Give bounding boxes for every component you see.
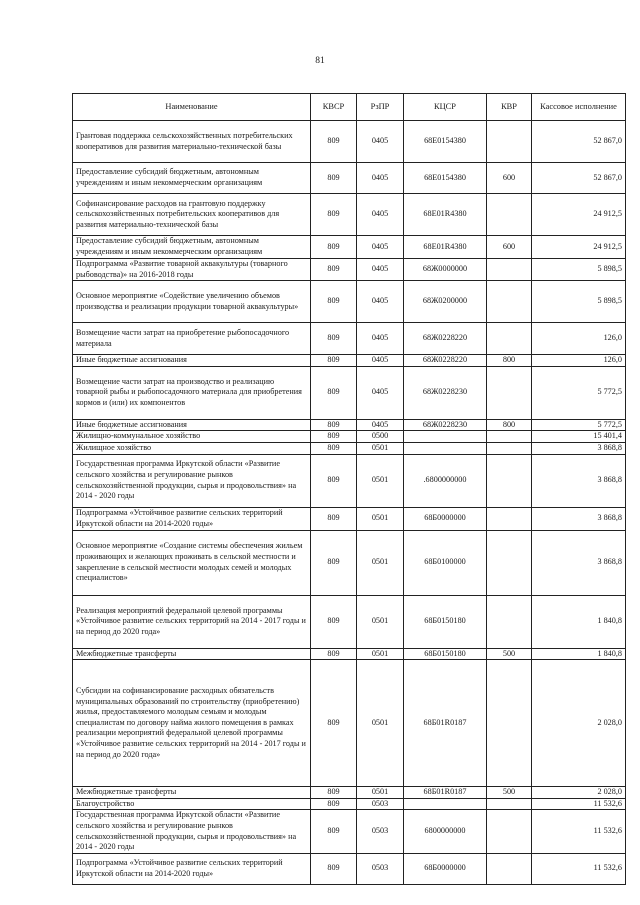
cell-kvr <box>487 431 532 443</box>
cell-amount: 5 772,5 <box>532 419 626 431</box>
cell-rzpr: 0501 <box>357 660 404 787</box>
cell-amount: 1 840,8 <box>532 648 626 660</box>
cell-kvsr: 809 <box>311 259 357 281</box>
cell-name: Возмещение части затрат на приобретение рыбопосадочного материала <box>73 323 311 355</box>
table-row <box>73 798 626 810</box>
cell-kvsr: 809 <box>311 366 357 419</box>
table-row <box>73 507 626 530</box>
cell-name: Межбюджетные трансферты <box>73 648 311 660</box>
cell-kvr <box>487 442 532 454</box>
cell-kcsr: 68Б0150180 <box>404 648 487 660</box>
cell-kvr <box>487 323 532 355</box>
table-row <box>73 163 626 194</box>
cell-kvsr: 809 <box>311 787 357 799</box>
cell-name: Межбюджетные трансферты <box>73 787 311 799</box>
cell-kcsr: 68Б01R0187 <box>404 660 487 787</box>
cell-rzpr: 0501 <box>357 595 404 648</box>
cell-amount: 11 532,6 <box>532 798 626 810</box>
table-row <box>73 259 626 281</box>
table-header-row <box>73 94 626 121</box>
cell-kvr: 800 <box>487 419 532 431</box>
cell-rzpr: 0501 <box>357 454 404 507</box>
cell-name: Подпрограмма «Развитие товарной аквакультуры (товарного рыбоводства)» на 2016-2018 годы <box>73 259 311 281</box>
header-kvsr: КВСР <box>311 94 357 121</box>
cell-kcsr: 68Ж0000000 <box>404 259 487 281</box>
table-row <box>73 454 626 507</box>
table-row <box>73 787 626 799</box>
cell-rzpr: 0501 <box>357 507 404 530</box>
cell-kvsr: 809 <box>311 507 357 530</box>
cell-name: Государственная программа Иркутской области «Развитие сельского хозяйства и регулирование рынков сельскохозяйственной продукции, сырья и продовольствия» на 2014 - 2020 годы <box>73 454 311 507</box>
cell-kvsr: 809 <box>311 810 357 853</box>
cell-kcsr: 68Б0000000 <box>404 507 487 530</box>
table-row <box>73 366 626 419</box>
cell-amount: 52 867,0 <box>532 163 626 194</box>
cell-kvr <box>487 454 532 507</box>
cell-kvsr: 809 <box>311 323 357 355</box>
cell-kvr <box>487 853 532 884</box>
cell-kcsr <box>404 798 487 810</box>
cell-kvr <box>487 281 532 323</box>
cell-name: Предоставление субсидий бюджетным, автономным учреждениям и иным некоммерческим организациям <box>73 236 311 259</box>
table-row <box>73 853 626 884</box>
cell-rzpr: 0503 <box>357 853 404 884</box>
cell-kvr <box>487 810 532 853</box>
cell-kcsr: 68Ж0228230 <box>404 419 487 431</box>
cell-kvsr: 809 <box>311 431 357 443</box>
cell-rzpr: 0501 <box>357 648 404 660</box>
table-row <box>73 660 626 787</box>
table-row <box>73 810 626 853</box>
cell-kvr <box>487 259 532 281</box>
table-row <box>73 281 626 323</box>
cell-rzpr: 0500 <box>357 431 404 443</box>
cell-kvsr: 809 <box>311 194 357 236</box>
cell-amount: 24 912,5 <box>532 194 626 236</box>
cell-name: Жилищно-коммунальное хозяйство <box>73 431 311 443</box>
cell-kvsr: 809 <box>311 419 357 431</box>
cell-kvr: 800 <box>487 355 532 367</box>
cell-kcsr: 68Б0000000 <box>404 853 487 884</box>
header-rzpr: РзПР <box>357 94 404 121</box>
cell-amount: 3 868,8 <box>532 507 626 530</box>
cell-kvsr: 809 <box>311 595 357 648</box>
table-body <box>73 121 626 885</box>
cell-name: Подпрограмма «Устойчивое развитие сельских территорий Иркутской области на 2014-2020 годы» <box>73 853 311 884</box>
cell-kvsr: 809 <box>311 660 357 787</box>
cell-kvsr: 809 <box>311 853 357 884</box>
cell-rzpr: 0501 <box>357 442 404 454</box>
budget-execution-table <box>72 93 626 885</box>
table-row <box>73 648 626 660</box>
cell-rzpr: 0405 <box>357 236 404 259</box>
cell-kcsr: 68Е01R4380 <box>404 236 487 259</box>
header-kcsr: КЦСР <box>404 94 487 121</box>
cell-name: Жилищное хозяйство <box>73 442 311 454</box>
table-row <box>73 194 626 236</box>
cell-rzpr: 0503 <box>357 798 404 810</box>
cell-rzpr: 0405 <box>357 163 404 194</box>
cell-kcsr: .6800000000 <box>404 454 487 507</box>
cell-name: Подпрограмма «Устойчивое развитие сельских территорий Иркутской области на 2014-2020 годы» <box>73 507 311 530</box>
header-kvr: КВР <box>487 94 532 121</box>
cell-rzpr: 0405 <box>357 355 404 367</box>
cell-kvsr: 809 <box>311 355 357 367</box>
cell-name: Грантовая поддержка сельскохозяйственных потребительских кооперативов для развития материально-технической базы <box>73 121 311 163</box>
cell-kcsr: 68Е0154380 <box>404 121 487 163</box>
cell-kcsr: 68Б0150180 <box>404 595 487 648</box>
cell-kvsr: 809 <box>311 163 357 194</box>
cell-kvr <box>487 530 532 595</box>
cell-name: Основное мероприятие «Содействие увеличению объемов производства и реализации продукции товарной аквакультуры» <box>73 281 311 323</box>
cell-name: Реализация мероприятий федеральной целевой программы «Устойчивое развитие сельских территорий на 2014 - 2017 годы и на период до 2020 года» <box>73 595 311 648</box>
cell-kcsr: 68Ж0200000 <box>404 281 487 323</box>
cell-rzpr: 0405 <box>357 323 404 355</box>
cell-rzpr: 0503 <box>357 810 404 853</box>
header-name: Наименование <box>73 94 311 121</box>
cell-kcsr: 68Б0100000 <box>404 530 487 595</box>
table-row <box>73 442 626 454</box>
cell-amount: 24 912,5 <box>532 236 626 259</box>
cell-amount: 2 028,0 <box>532 660 626 787</box>
cell-rzpr: 0405 <box>357 259 404 281</box>
cell-amount: 3 868,8 <box>532 530 626 595</box>
cell-kcsr: 68Е01R4380 <box>404 194 487 236</box>
cell-kvr <box>487 595 532 648</box>
cell-amount: 5 772,5 <box>532 366 626 419</box>
table-row <box>73 431 626 443</box>
cell-kvsr: 809 <box>311 454 357 507</box>
cell-amount: 2 028,0 <box>532 787 626 799</box>
cell-kcsr <box>404 431 487 443</box>
cell-rzpr: 0405 <box>357 366 404 419</box>
cell-kvr: 600 <box>487 163 532 194</box>
cell-kcsr: 68Ж0228230 <box>404 366 487 419</box>
cell-name: Государственная программа Иркутской области «Развитие сельского хозяйства и регулирование рынков сельскохозяйственной продукции, сырья и продовольствия» на 2014 - 2020 годы <box>73 810 311 853</box>
cell-amount: 52 867,0 <box>532 121 626 163</box>
cell-kvr <box>487 366 532 419</box>
cell-rzpr: 0405 <box>357 194 404 236</box>
cell-kvsr: 809 <box>311 236 357 259</box>
cell-kcsr <box>404 442 487 454</box>
cell-kcsr: 68Б01R0187 <box>404 787 487 799</box>
cell-name: Иные бюджетные ассигнования <box>73 419 311 431</box>
cell-kvr <box>487 194 532 236</box>
cell-amount: 15 401,4 <box>532 431 626 443</box>
cell-name: Благоустройство <box>73 798 311 810</box>
table-row <box>73 236 626 259</box>
cell-kvsr: 809 <box>311 530 357 595</box>
table-row <box>73 419 626 431</box>
cell-amount: 5 898,5 <box>532 259 626 281</box>
cell-name: Софинансирование расходов на грантовую поддержку сельскохозяйственных потребительских кооперативов для развития материально-технической базы <box>73 194 311 236</box>
cell-rzpr: 0501 <box>357 530 404 595</box>
cell-kvr: 600 <box>487 236 532 259</box>
cell-rzpr: 0405 <box>357 121 404 163</box>
cell-rzpr: 0501 <box>357 787 404 799</box>
cell-kcsr: 6800000000 <box>404 810 487 853</box>
cell-kcsr: 68Е0154380 <box>404 163 487 194</box>
cell-amount: 126,0 <box>532 355 626 367</box>
page-number: 81 <box>315 56 325 66</box>
cell-name: Субсидии на софинансирование расходных обязательств муниципальных образований по строительству (приобретению) жилья, предоставляемого молодым семьям и молодым специалистам по договору найма жилого помещения в рамках реализации мероприятий федеральной целевой программы «Устойчивое развитие сельских территорий на 2014 - 2017 годы и на период до 2020 года» <box>73 660 311 787</box>
cell-amount: 11 532,6 <box>532 853 626 884</box>
cell-name: Иные бюджетные ассигнования <box>73 355 311 367</box>
cell-kvr <box>487 121 532 163</box>
cell-kcsr: 68Ж0228220 <box>404 323 487 355</box>
table-row <box>73 121 626 163</box>
cell-amount: 126,0 <box>532 323 626 355</box>
cell-kvsr: 809 <box>311 121 357 163</box>
header-amount: Кассовое исполнение <box>532 94 626 121</box>
cell-amount: 3 868,8 <box>532 454 626 507</box>
table-row <box>73 595 626 648</box>
cell-rzpr: 0405 <box>357 281 404 323</box>
cell-kvr: 500 <box>487 648 532 660</box>
cell-kvr: 500 <box>487 787 532 799</box>
table-row <box>73 530 626 595</box>
cell-kvr <box>487 507 532 530</box>
cell-kvsr: 809 <box>311 281 357 323</box>
cell-kvsr: 809 <box>311 648 357 660</box>
cell-rzpr: 0405 <box>357 419 404 431</box>
table-row <box>73 323 626 355</box>
cell-amount: 1 840,8 <box>532 595 626 648</box>
table-row <box>73 355 626 367</box>
cell-name: Предоставление субсидий бюджетным, автономным учреждениям и иным некоммерческим организациям <box>73 163 311 194</box>
cell-amount: 3 868,8 <box>532 442 626 454</box>
cell-kcsr: 68Ж0228220 <box>404 355 487 367</box>
cell-amount: 11 532,6 <box>532 810 626 853</box>
cell-name: Основное мероприятие «Создание системы обеспечения жильем проживающих и желающих проживать в сельской местности и закрепление в сельской местности молодых семей и молодых специалистов» <box>73 530 311 595</box>
cell-kvr <box>487 660 532 787</box>
cell-kvsr: 809 <box>311 798 357 810</box>
cell-kvr <box>487 798 532 810</box>
cell-name: Возмещение части затрат на производство и реализацию товарной рыбы и рыбопосадочного материала для приобретения кормов и (или) их компонентов <box>73 366 311 419</box>
cell-amount: 5 898,5 <box>532 281 626 323</box>
cell-kvsr: 809 <box>311 442 357 454</box>
